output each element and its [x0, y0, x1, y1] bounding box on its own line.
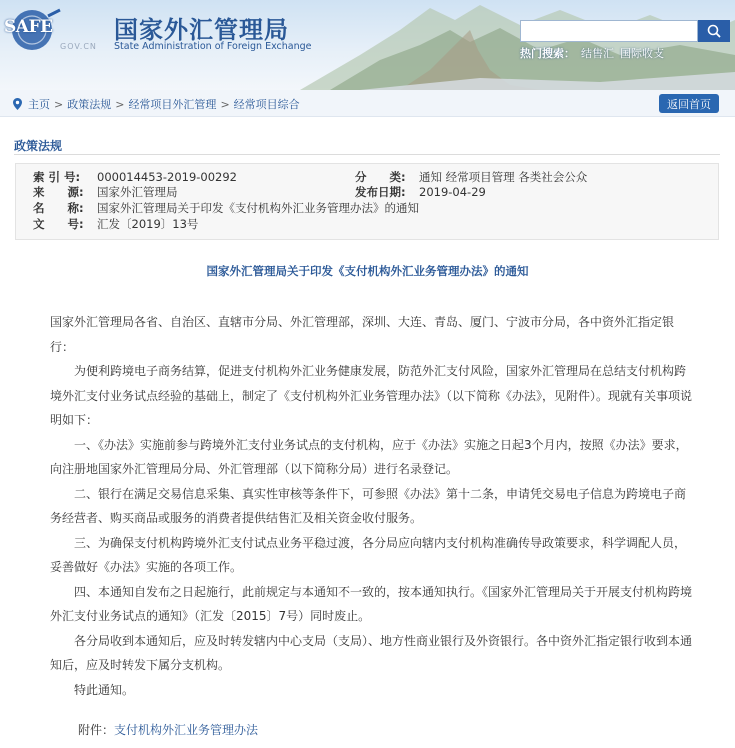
meta-name-value: 国家外汇管理局关于印发《支付机构外汇业务管理办法》的通知 — [97, 201, 419, 215]
breadcrumb-separator: > — [220, 97, 230, 111]
paragraph-item-2: 二、银行在满足交易信息采集、真实性审核等条件下，可参照《办法》第十二条，申请凭交易电子信息为跨境电子商务经营者、购买商品或服务的消费者提供结售汇及相关资金收付服务。 — [50, 486, 687, 525]
breadcrumb-policy[interactable]: 政策法规 — [67, 98, 112, 111]
attachment-label: 附件： — [78, 723, 115, 737]
breadcrumb-separator: > — [115, 97, 125, 111]
location-pin-icon — [13, 98, 22, 110]
breadcrumb — [13, 96, 300, 112]
logo-text: SAFE — [4, 17, 53, 37]
breadcrumb-current-account-general[interactable]: 经常项目综合 — [233, 98, 300, 111]
paragraph-intro: 为便利跨境电子商务结算，促进支付机构外汇业务健康发展，防范外汇支付风险，国家外汇管理局在总结支付机构跨境外汇支付业务试点经验的基础上，制定了《支付机构外汇业务管理办法》（以下简称《办法》，见附件）。现就有关事项说明如下： — [50, 364, 693, 427]
meta-docno-value: 汇发〔2019〕13号 — [97, 217, 199, 231]
document-title: 国家外汇管理局关于印发《支付机构外汇业务管理办法》的通知 — [206, 264, 529, 278]
hot-search-item[interactable]: 结售汇 — [581, 47, 614, 60]
meta-index — [33, 169, 237, 185]
meta-date-label: 发布日期: — [355, 185, 406, 199]
paragraph-item-1: 一、《办法》实施前参与跨境外汇支付业务试点的支付机构，应于《办法》实施之日起3个月内，按照《办法》要求，向注册地国家外汇管理局分局、外汇管理部（以下简称分局）进行名录登记。 — [50, 437, 688, 476]
breadcrumb-current-account[interactable]: 经常项目外汇管理 — [128, 98, 217, 111]
meta-docno — [33, 216, 198, 232]
header-banner — [0, 0, 735, 90]
hot-search — [520, 45, 664, 61]
document-body — [50, 310, 695, 702]
search-icon — [707, 24, 721, 38]
attachment-link[interactable]: 支付机构外汇业务管理办法 — [114, 723, 259, 737]
meta-name-label: 名 称: — [33, 201, 84, 215]
meta-docno-label: 文 号: — [33, 217, 84, 231]
paragraph-item-3: 三、为确保支付机构跨境外汇支付试点业务平稳过渡，各分局应向辖内支付机构准确传导政策要求，科学调配人员，妥善做好《办法》实施的各项工作。 — [50, 535, 687, 574]
meta-category-label: 分 类: — [355, 170, 406, 184]
hot-search-label: 热门搜索： — [520, 47, 575, 60]
paragraph-salutation: 国家外汇管理局各省、自治区、直辖市分局、外汇管理部，深圳、大连、青岛、厦门、宁波市分局，各中资外汇指定银行： — [50, 315, 675, 354]
search-button[interactable] — [698, 20, 730, 42]
meta-date-value: 2019-04-29 — [419, 185, 486, 199]
meta-index-label: 索 引 号: — [33, 170, 81, 184]
meta-source-label: 来 源: — [33, 185, 84, 199]
domain-text: GOV.CN — [60, 42, 97, 51]
section-title: 政策法规 — [14, 139, 63, 153]
site-title-en: State Administration of Foreign Exchange — [114, 41, 312, 52]
meta-source-value: 国家外汇管理局 — [97, 185, 178, 199]
paragraph-forwarding: 各分局收到本通知后，应及时转发辖内中心支局（支局）、地方性商业银行及外资银行。各中资外汇指定银行收到本通知后，应及时转发下属分支机构。 — [50, 633, 693, 672]
meta-date — [355, 184, 486, 200]
paragraph-item-4: 四、本通知自发布之日起施行，此前规定与本通知不一致的，按本通知执行。《国家外汇管理局关于开展支付机构跨境外汇支付业务试点的通知》（汇发〔2015〕7号）同时废止。 — [50, 584, 693, 623]
paragraph-closing: 特此通知。 — [50, 682, 135, 697]
breadcrumb-separator: > — [54, 97, 64, 111]
back-home-button[interactable]: 返回首页 — [659, 94, 719, 113]
attachment — [78, 721, 258, 738]
meta-index-value: 000014453-2019-00292 — [97, 170, 237, 184]
meta-category-value: 通知 经常项目管理 各类社会公众 — [419, 170, 588, 184]
section-divider — [14, 154, 720, 155]
meta-category — [355, 169, 587, 185]
site-title-cn[interactable]: 国家外汇管理局 — [114, 16, 289, 44]
breadcrumb-bar — [0, 90, 735, 117]
meta-source — [33, 184, 178, 200]
breadcrumb-home[interactable]: 主页 — [28, 98, 50, 111]
document-meta-box — [15, 163, 719, 240]
search-input[interactable] — [520, 20, 698, 42]
hot-search-item[interactable]: 国际收支 — [620, 47, 664, 60]
meta-name — [33, 200, 419, 216]
